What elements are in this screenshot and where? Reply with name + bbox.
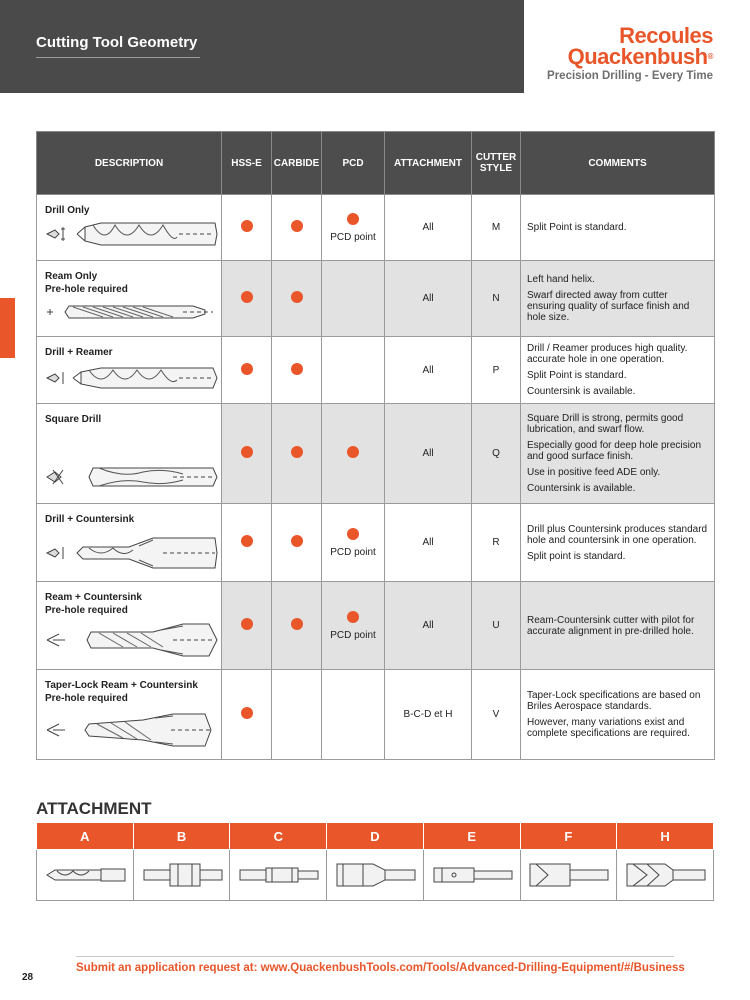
drill-countersink-icon [43, 534, 219, 575]
tool-name [38, 671, 220, 705]
tool-description-cell [37, 195, 222, 261]
comment-line: Split Point is standard. [527, 222, 627, 233]
hss-e-cell [222, 504, 272, 582]
comment-line: Taper-Lock specifications are based on Briles Aerospace standards. [527, 690, 701, 712]
tool-name-line: Ream + Countersink [45, 592, 142, 603]
carbide-available-dot [291, 363, 303, 375]
attachment-e-icon [423, 850, 520, 901]
attachment-letter-d: D [327, 823, 424, 850]
tool-name-line: Drill Only [45, 205, 90, 216]
comment-line: Swarf directed away from cutter ensuring quality of surface finish and hole size. [527, 290, 690, 323]
tool-name-line: Pre-hole required [45, 284, 128, 295]
col-comments: COMMENTS [521, 132, 715, 195]
title-underline [36, 57, 200, 58]
footer-link[interactable]: Submit an application request at: www.QuackenbushTools.com/Tools/Advanced-Drilling-Equipment/#/Business [76, 962, 685, 974]
hss-e-cell [222, 404, 272, 504]
comment-line: Use in positive feed ADE only. [527, 467, 661, 478]
carbide-available-dot [291, 618, 303, 630]
drill-only-icon [43, 217, 219, 254]
cutter-style-cell: P [472, 337, 521, 404]
carbide-cell [272, 337, 322, 404]
attachment-letter-b: B [133, 823, 230, 850]
comments-cell [521, 337, 715, 404]
col-description: DESCRIPTION [37, 132, 222, 195]
attachment-f-icon [520, 850, 617, 901]
attachment-cell: B-C-D et H [385, 670, 472, 760]
logo-line2-text: Quackenbush [567, 44, 708, 69]
carbide-cell [272, 582, 322, 670]
cutter-style-cell: N [472, 261, 521, 337]
cutter-style-cell: R [472, 504, 521, 582]
tool-name-line: Square Drill [45, 414, 102, 425]
pcd-available-dot [347, 446, 359, 458]
carbide-cell [272, 670, 322, 760]
footer-divider [76, 956, 674, 957]
pcd-cell [322, 261, 385, 337]
hss-e-available-dot [241, 363, 253, 375]
table-row [37, 582, 715, 670]
col-carbide: CARBIDE [272, 132, 322, 195]
comments-cell [521, 261, 715, 337]
table-row [37, 670, 715, 760]
attachment-letter-c: C [230, 823, 327, 850]
col-cutter-style-label: CUTTER STYLE [475, 152, 517, 174]
tool-description-cell [37, 582, 222, 670]
attachment-c-icon [230, 850, 327, 901]
tool-name-line: Pre-hole required [45, 693, 128, 704]
carbide-available-dot [291, 535, 303, 547]
carbide-available-dot [291, 291, 303, 303]
tool-description-cell [37, 670, 222, 760]
hss-e-available-dot [241, 446, 253, 458]
table-row [37, 261, 715, 337]
comment-line: However, many variations exist and complete specifications are required. [527, 717, 690, 739]
cutter-style-cell: Q [472, 404, 521, 504]
comment-line: Countersink is available. [527, 483, 636, 494]
hss-e-cell [222, 195, 272, 261]
cutter-style-cell: V [472, 670, 521, 760]
pcd-note: PCD point [330, 629, 376, 641]
tool-name-line: Taper-Lock Ream + Countersink [45, 680, 198, 691]
logo-line1: Recoules [619, 23, 713, 48]
taper-lock-icon [43, 710, 219, 753]
tool-name-line: Drill + Reamer [45, 347, 113, 358]
comment-line: Left hand helix. [527, 274, 595, 285]
attachment-cell: All [385, 404, 472, 504]
attachment-h-icon [617, 850, 714, 901]
attachment-letter-f: F [520, 823, 617, 850]
pcd-note: PCD point [330, 231, 376, 243]
tool-name [38, 262, 220, 296]
attachment-cell: All [385, 582, 472, 670]
square-drill-icon [43, 460, 219, 497]
table-row [37, 504, 715, 582]
tool-name [38, 405, 220, 426]
pcd-available-dot [347, 213, 359, 225]
attachment-letter-h: H [617, 823, 714, 850]
pcd-cell [322, 195, 385, 261]
hss-e-cell [222, 670, 272, 760]
attachment-table [36, 823, 714, 901]
page-title: Cutting Tool Geometry [36, 34, 198, 51]
hss-e-available-dot [241, 220, 253, 232]
section-side-tab [0, 298, 15, 358]
attachment-letter-a: A [37, 823, 134, 850]
col-cutter-style [472, 132, 521, 195]
comment-line: Split Point is standard. [527, 370, 627, 381]
comments-cell [521, 404, 715, 504]
comments-cell [521, 670, 715, 760]
comment-line: Ream-Countersink cutter with pilot for accurate alignment in pre-drilled hole. [527, 614, 695, 637]
pcd-note: PCD point [330, 546, 376, 558]
attachment-cell: All [385, 261, 472, 337]
pcd-available-dot [347, 528, 359, 540]
col-pcd: PCD [322, 132, 385, 195]
comment-line: Drill / Reamer produces high quality. accurate hole in one operation. [527, 343, 688, 365]
page-number: 28 [22, 972, 34, 983]
hss-e-cell [222, 337, 272, 404]
hss-e-available-dot [241, 618, 253, 630]
registered-mark: ® [707, 52, 713, 61]
tool-name-line: Ream Only [45, 271, 98, 282]
logo-tagline: Precision Drilling - Every Time [547, 70, 713, 82]
hss-e-available-dot [241, 707, 253, 719]
attachment-b-icon [133, 850, 230, 901]
attachment-cell: All [385, 195, 472, 261]
pcd-cell [322, 670, 385, 760]
tool-name-line: Drill + Countersink [45, 514, 135, 525]
tool-description-cell [37, 337, 222, 404]
drill-reamer-icon [43, 362, 219, 397]
comments-cell [521, 195, 715, 261]
hss-e-available-dot [241, 291, 253, 303]
col-attachment: ATTACHMENT [385, 132, 472, 195]
hss-e-available-dot [241, 535, 253, 547]
attachment-title: ATTACHMENT [36, 799, 152, 818]
reamer-icon [43, 297, 219, 330]
attachment-letter-e: E [423, 823, 520, 850]
pcd-cell [322, 582, 385, 670]
table-row [37, 337, 715, 404]
pcd-available-dot [347, 611, 359, 623]
comments-cell [521, 504, 715, 582]
pcd-cell [322, 504, 385, 582]
pcd-cell [322, 337, 385, 404]
cutting-tool-table [36, 131, 715, 760]
attachment-cell: All [385, 337, 472, 404]
attachment-a-icon [37, 850, 134, 901]
comments-cell [521, 582, 715, 670]
hss-e-cell [222, 261, 272, 337]
logo-line2 [547, 46, 713, 67]
carbide-cell [272, 404, 322, 504]
tool-description-cell [37, 261, 222, 337]
header-bar [0, 0, 524, 93]
tool-name [38, 583, 220, 617]
comment-line: Countersink is available. [527, 386, 636, 397]
cutter-style-cell: U [472, 582, 521, 670]
carbide-cell [272, 195, 322, 261]
carbide-available-dot [291, 220, 303, 232]
tool-name [38, 505, 220, 526]
attachment-cell: All [385, 504, 472, 582]
hss-e-cell [222, 582, 272, 670]
tool-name [38, 196, 220, 217]
pcd-cell [322, 404, 385, 504]
carbide-available-dot [291, 446, 303, 458]
tool-description-cell [37, 504, 222, 582]
cutter-style-cell: M [472, 195, 521, 261]
comment-line: Especially good for deep hole precision and good surface finish. [527, 440, 701, 462]
tool-name-line: Pre-hole required [45, 605, 128, 616]
comment-line: Square Drill is strong, permits good lubrication, and swarf flow. [527, 413, 684, 435]
table-row [37, 195, 715, 261]
company-logo [547, 25, 713, 82]
comment-line: Split point is standard. [527, 550, 626, 562]
col-hss-e: HSS-E [222, 132, 272, 195]
comment-line: Drill plus Countersink produces standard hole and countersink in one operation. [527, 523, 708, 546]
tool-description-cell [37, 404, 222, 504]
carbide-cell [272, 504, 322, 582]
carbide-cell [272, 261, 322, 337]
ream-countersink-icon [43, 620, 219, 663]
table-row [37, 404, 715, 504]
table-header-row [37, 132, 715, 195]
tool-name [38, 338, 220, 359]
attachment-d-icon [327, 850, 424, 901]
